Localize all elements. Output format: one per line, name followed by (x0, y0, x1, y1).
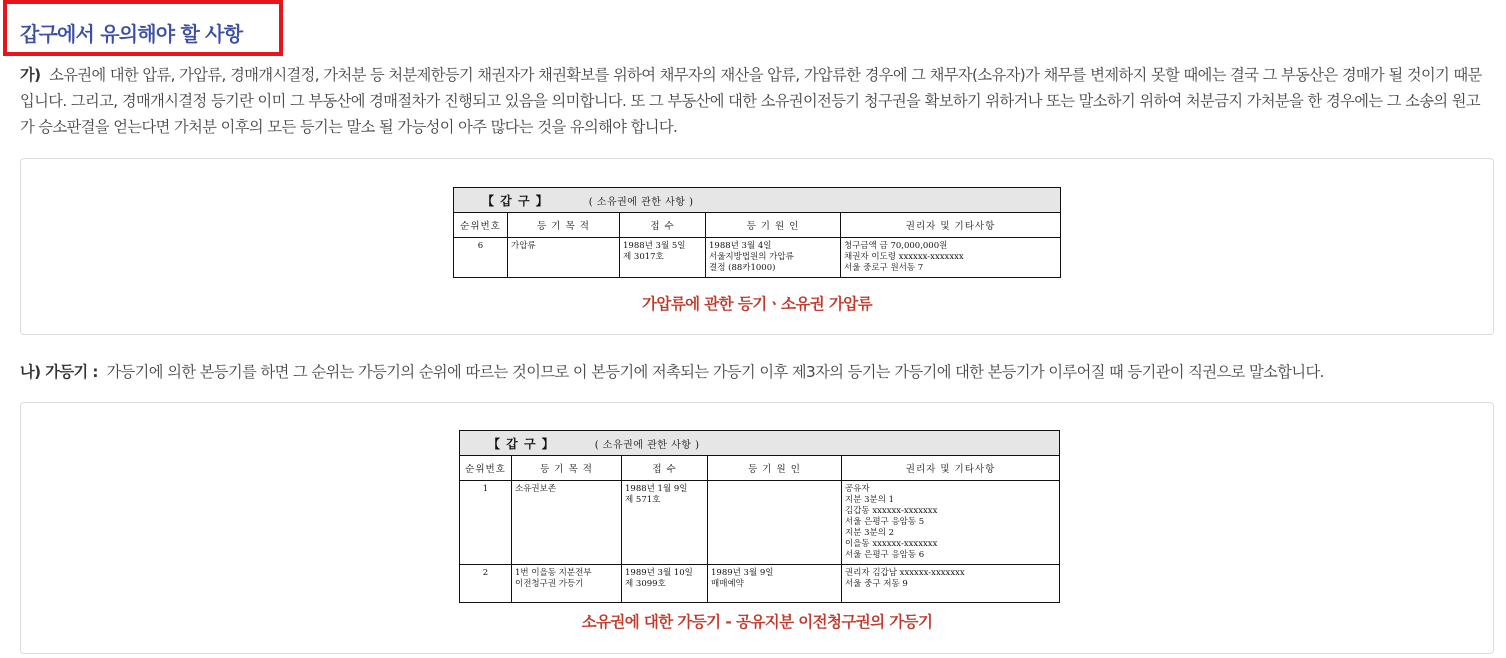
table-2-col-receipt: 접 수 (622, 456, 708, 481)
table-cell: 청구금액 금 70,000,000원 채권자 이도령 xxxxxx-xxxxxxx 서울 중로구 원서동 7 (841, 238, 1061, 278)
figure-2-card (20, 402, 1494, 654)
table-cell: 가압류 (508, 238, 620, 278)
section-a-label: 가) (20, 66, 41, 84)
table-cell: 1988년 3월 4일 서울지방법원의 가압류 결정 (88카1000) (706, 238, 841, 278)
section-b-label: 나) 가등기 : (20, 363, 98, 381)
figure-1-card (20, 158, 1494, 335)
table-2-header (460, 431, 1060, 456)
table-2-col-purpose: 등 기 목 적 (512, 456, 622, 481)
table-cell: 2 (460, 565, 512, 603)
table-cell: 1989년 3월 9일 매매예약 (708, 565, 842, 603)
figure-2-caption: 소유권에 대한 가등기 - 공유지분 이전청구권의 가등기 (581, 613, 933, 631)
table-row (460, 565, 1060, 603)
table-cell: 1988년 3월 5일 제 3017호 (620, 238, 706, 278)
table-cell: 권리자 김갑남 xxxxxx-xxxxxxx 서울 중구 저동 9 (842, 565, 1060, 603)
table-2-col-rank: 순위번호 (460, 456, 512, 481)
table-cell: 1989년 3월 10일 제 3099호 (622, 565, 708, 603)
table-cell: 1988년 1월 9일 제 571호 (622, 481, 708, 565)
table-cell: 1번 이을동 지분전부 이전청구권 가등기 (512, 565, 622, 603)
table-row (454, 238, 1061, 278)
section-a-paragraph (20, 62, 1492, 140)
table-2-header-subtitle: ( 소유권에 관한 사항 ) (594, 439, 700, 451)
table-cell: 1 (460, 481, 512, 565)
table-1-col-cause: 등 기 원 인 (706, 213, 841, 238)
table-1-col-receipt: 접 수 (620, 213, 706, 238)
table-cell: 공유자 지분 3분의 1 김갑동 xxxxxx-xxxxxxx 서울 은평구 응암동 5 지분 3분의 2 이을동 xxxxxx-xxxxxxx 서울 은평구 응암동 6 (842, 481, 1060, 565)
table-cell: 소유권보존 (512, 481, 622, 565)
table-cell: 6 (454, 238, 508, 278)
table-2-col-holder: 권리자 및 기타사항 (842, 456, 1060, 481)
table-1-col-holder: 권리자 및 기타사항 (841, 213, 1061, 238)
section-b-text: 가등기에 의한 본등기를 하면 그 순위는 가등기의 순위에 따르는 것이므로 이 본등기에 저촉되는 가등기 이후 제3자의 등기는 가등기에 대한 본등기가 이루어질 때 등기관이 직권으로 말소합니다. (106, 363, 1324, 381)
table-2-header-title: 【 갑 구 】 (488, 436, 555, 451)
table-2-col-cause: 등 기 원 인 (708, 456, 842, 481)
register-table-2 (459, 430, 1060, 603)
table-row (460, 481, 1060, 565)
table-1-header-title: 【 갑 구 】 (482, 193, 549, 208)
page-title: 갑구에서 유의해야 할 사항 (20, 22, 243, 46)
table-1-header-subtitle: ( 소유권에 관한 사항 ) (588, 196, 694, 208)
section-b-paragraph (20, 359, 1492, 385)
table-1-col-purpose: 등 기 목 적 (508, 213, 620, 238)
register-table-1 (453, 187, 1061, 278)
table-1-col-rank: 순위번호 (454, 213, 508, 238)
table-cell (708, 481, 842, 565)
section-a-text: 소유권에 대한 압류, 가압류, 경매개시결정, 가처분 등 처분제한등기 채권자가 채권확보를 위하여 채무자의 재산을 압류, 가압류한 경우에 그 채무자(소유자)가 채무를 변제하지 못할 때에는 결국 그 부동산은 경매가 될 것이기 때문입니다. 그리고, 경매개시결정 등기란 이미 그 부동산에 경매절차가 진행되고 있음을 의미합니다. 또 그 부동산에 대한 소유권이전등기 청구권을 확보하기 위하거나 또는 말소하기 위하여 처분금지 가처분을 한 경우에는 그 소송의 원고가 승소판결을 얻는다면 가처분 이후의 모든 등기는 말소 될 가능성이 아주 많다는 것을 유의해야 합니다. (20, 66, 1482, 136)
table-1-header (454, 188, 1061, 213)
figure-1-caption: 가압류에 관한 등기ㆍ소유권 가압류 (642, 295, 872, 313)
